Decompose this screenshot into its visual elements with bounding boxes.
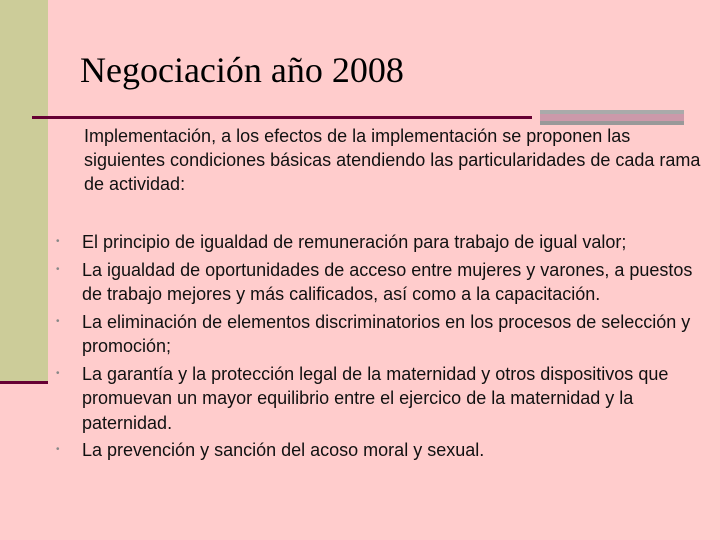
left-decorative-band bbox=[0, 0, 48, 384]
bullet-item bbox=[56, 438, 696, 463]
bullet-dot-icon: • bbox=[56, 444, 60, 455]
bullet-item bbox=[56, 258, 696, 307]
bullet-text: La igualdad de oportunidades de acceso entre mujeres y varones, a puestos de trabajo mejores y más calificados, así como a la capacitación. bbox=[82, 259, 693, 304]
bullet-text: El principio de igualdad de remuneración para trabajo de igual valor; bbox=[82, 232, 627, 252]
bullet-item bbox=[56, 310, 696, 359]
title-divider bbox=[32, 116, 532, 119]
accent-block bbox=[540, 110, 684, 125]
bullet-dot-icon: • bbox=[56, 263, 60, 275]
bullet-text: La prevención y sanción del acoso moral y sexual. bbox=[82, 440, 485, 460]
slide-title: Negociación año 2008 bbox=[80, 50, 404, 90]
bullet-dot-icon: • bbox=[56, 236, 60, 247]
bullet-dot-icon: • bbox=[56, 367, 60, 379]
intro-paragraph: Implementación, a los efectos de la implementación se proponen las siguientes condiciones básicas atendiendo las particularidades de cada rama de actividad: bbox=[84, 126, 701, 194]
bullet-item bbox=[56, 230, 696, 255]
bullet-dot-icon: • bbox=[56, 315, 60, 327]
bullet-list bbox=[56, 230, 696, 466]
bullet-text: La garantía y la protección legal de la maternidad y otros dispositivos que promuevan un mayor equilibrio entre el ejercico de la maternidad y la paternidad. bbox=[82, 363, 669, 433]
bullet-text: La eliminación de elementos discriminatorios en los procesos de selección y promoción; bbox=[82, 311, 691, 356]
left-band-edge bbox=[0, 381, 48, 384]
bullet-item bbox=[56, 362, 696, 436]
